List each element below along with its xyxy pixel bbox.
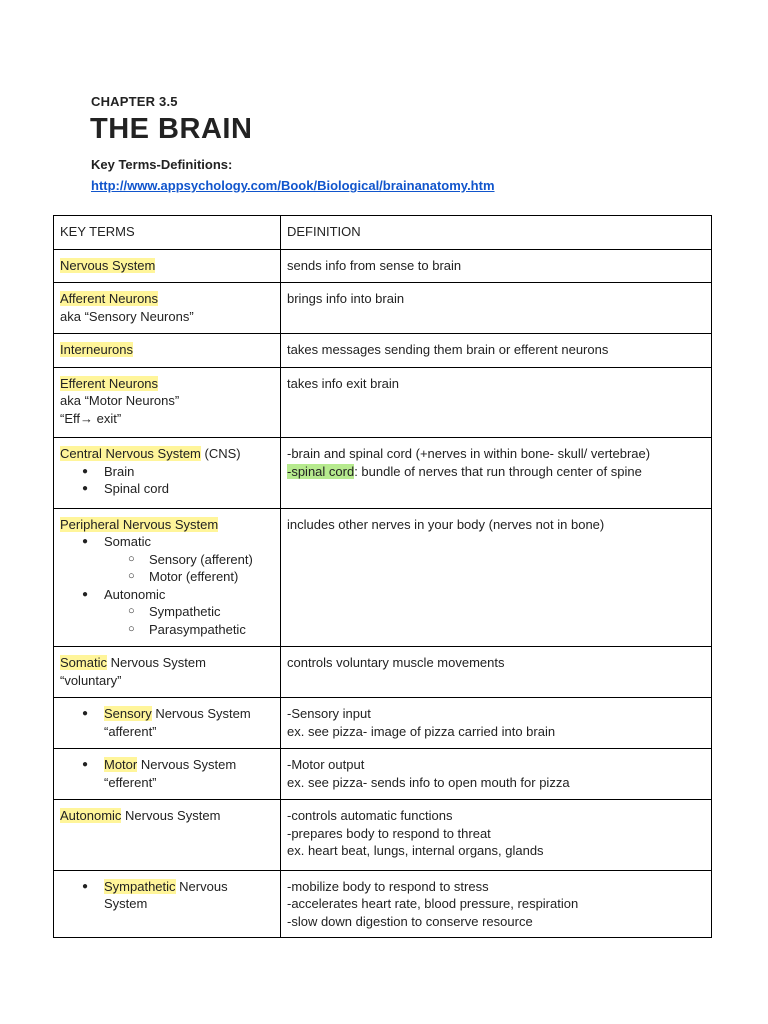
- definition-cell: takes messages sending them brain or efferent neurons: [281, 334, 712, 368]
- term-cell: [54, 749, 281, 800]
- term-cell: [54, 249, 281, 283]
- sub-list-item: ○ Parasympathetic: [60, 621, 274, 639]
- term-name: Afferent Neurons: [60, 291, 159, 306]
- header-definition: DEFINITION: [281, 216, 712, 250]
- table-row: [54, 438, 712, 509]
- table-row: [54, 800, 712, 871]
- definition-cell: [281, 800, 712, 871]
- term-name: Central Nervous System: [60, 446, 201, 461]
- definition-cell: [281, 870, 712, 938]
- reference-link[interactable]: http://www.appsychology.com/Book/Biological/brainanatomy.htm: [91, 178, 495, 193]
- term-name: Autonomic: [60, 808, 122, 823]
- table-row: [54, 749, 712, 800]
- table-row: [54, 870, 712, 938]
- highlighted-term: -spinal cord: [287, 463, 355, 479]
- table-row: [54, 367, 712, 438]
- definition-line: -Motor output: [287, 757, 365, 772]
- key-terms-table: [53, 215, 712, 938]
- definition-line: -brain and spinal cord (+nerves in within bone- skull/ vertebrae): [287, 446, 651, 461]
- term-cell: [54, 698, 281, 749]
- term-name: Sensory: [104, 706, 152, 721]
- subtitle: Key Terms-Definitions:: [91, 157, 233, 172]
- term-cell: [54, 367, 281, 438]
- chapter-label: CHAPTER 3.5: [91, 94, 178, 109]
- term-cell: [54, 283, 281, 334]
- definition-line: -prepares body to respond to threat: [287, 825, 491, 841]
- term-rest: Nervous: [175, 878, 228, 894]
- term-name: Sympathetic: [104, 878, 176, 894]
- term-cell: [54, 438, 281, 509]
- table-row: [54, 647, 712, 698]
- table-row: [54, 283, 712, 334]
- definition-line: ex. see pizza- sends info to open mouth for pizza: [287, 774, 570, 790]
- definition-line: -Sensory input: [287, 706, 371, 721]
- list-item: [60, 756, 274, 774]
- term-cell: [54, 508, 281, 647]
- term-cell: [54, 647, 281, 698]
- list-item: [60, 705, 274, 723]
- term-name: Peripheral Nervous System: [60, 516, 219, 532]
- list-item: ● Brain: [60, 463, 274, 481]
- definition-cell: takes info exit brain: [281, 367, 712, 438]
- list-item: [60, 878, 274, 896]
- sub-list-item: ○ Sensory (afferent): [60, 551, 274, 569]
- definition-line: -controls automatic functions: [287, 808, 453, 823]
- definition-line: [287, 463, 705, 481]
- term-name: Nervous System: [60, 257, 156, 273]
- definition-line: -slow down digestion to conserve resource: [287, 913, 533, 929]
- definition-text: : bundle of nerves that run through center of spine: [354, 463, 642, 479]
- definition-cell: brings info into brain: [281, 283, 712, 334]
- definition-cell: [281, 749, 712, 800]
- sub-list-item: ○ Sympathetic: [60, 603, 274, 621]
- list-item: ● Autonomic: [60, 586, 274, 604]
- term-rest: Nervous System: [151, 706, 251, 721]
- definition-cell: [281, 698, 712, 749]
- term-abbr: (CNS): [200, 446, 241, 461]
- term-cell: [54, 870, 281, 938]
- term-cell: [54, 800, 281, 871]
- term-name: Motor: [104, 757, 138, 772]
- term-rest: Nervous System: [121, 808, 221, 823]
- term-aka: aka “Sensory Neurons”: [60, 308, 194, 324]
- definition-line: ex. heart beat, lungs, internal organs, glands: [287, 843, 544, 858]
- table-row: [54, 249, 712, 283]
- term-cell: [54, 334, 281, 368]
- table-row: [54, 698, 712, 749]
- term-continuation: System: [104, 896, 148, 911]
- definition-cell: sends info from sense to brain: [281, 249, 712, 283]
- term-name: Somatic: [60, 655, 107, 670]
- header-key-terms: KEY TERMS: [54, 216, 281, 250]
- term-rest: Nervous System: [137, 757, 237, 772]
- term-aka: aka “Motor Neurons”: [60, 393, 180, 408]
- term-note: “voluntary”: [60, 672, 122, 688]
- definition-cell: includes other nerves in your body (nerves not in bone): [281, 508, 712, 647]
- term-note: “efferent”: [104, 774, 157, 790]
- definition-line: -mobilize body to respond to stress: [287, 878, 489, 894]
- definition-cell: controls voluntary muscle movements: [281, 647, 712, 698]
- term-rest: Nervous System: [106, 655, 206, 670]
- table-row: [54, 334, 712, 368]
- bullet-list: [60, 463, 274, 498]
- term-name: Interneurons: [60, 342, 133, 357]
- table-row: [54, 508, 712, 647]
- sub-list-item: ○ Motor (efferent): [60, 568, 274, 586]
- page-title: THE BRAIN: [90, 113, 253, 145]
- term-note: “Eff→ exit”: [60, 410, 122, 426]
- term-note: “afferent”: [104, 723, 157, 739]
- definition-line: -accelerates heart rate, blood pressure, respiration: [287, 896, 579, 911]
- definition-cell: [281, 438, 712, 509]
- table-header-row: [54, 216, 712, 250]
- list-item: ● Somatic: [60, 533, 274, 551]
- definition-line: ex. see pizza- image of pizza carried into brain: [287, 723, 556, 739]
- bullet-list: [60, 533, 274, 638]
- list-item: ● Spinal cord: [60, 480, 274, 498]
- term-name: Efferent Neurons: [60, 375, 159, 391]
